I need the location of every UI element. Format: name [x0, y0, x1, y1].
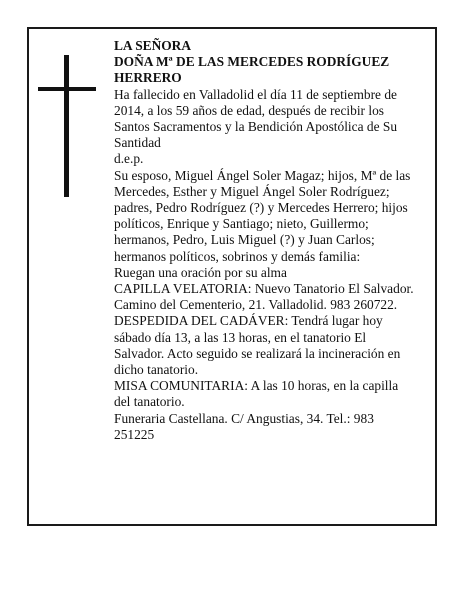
notice-title: LA SEÑORA — [114, 38, 192, 53]
cross-horizontal-bar — [38, 87, 96, 91]
deceased-name: DOÑA Mª DE LAS MERCEDES RODRÍGUEZ HERRERO — [114, 54, 390, 86]
dep-line: d.e.p. — [114, 151, 144, 167]
death-statement: Ha fallecido en Valladolid el día 11 de septiembre de 2014, a los 59 años de edad, después de recibir los Santos Sacramentos y la Bendición Apostólica de Su Santidad — [114, 86, 398, 151]
prayer-request: Ruegan una oración por su alma — [114, 264, 287, 280]
farewell-info: DESPEDIDA DEL CADÁVER: Tendrá lugar hoy sábado día 13, a las 13 horas, en el tanatorio El Salvador. Acto seguido se realizará la incineración en dicho tanatorio. — [114, 313, 401, 378]
obituary-text — [114, 38, 414, 443]
mass-info: MISA COMUNITARIA: A las 10 horas, en la capilla del tanatorio. — [114, 378, 399, 410]
family-list: Su esposo, Miguel Ángel Soler Magaz; hijos, Mª de las Mercedes, Esther y Miguel Ángel Soler Rodríguez; padres, Pedro Rodríguez (?) y Mercedes Herrero; hijos políticos, Enrique y Santiago; nieto, Guillermo; hermanos, Pedro, Luis Miguel (?) y Juan Carlos; hermanos políticos, sobrinos y demás familia: — [114, 167, 411, 264]
chapel-info: CAPILLA VELATORIA: Nuevo Tanatorio El Salvador. Camino del Cementerio, 21. Valladolid. 983 260722. — [114, 281, 414, 313]
funeral-home-info: Funeraria Castellana. C/ Angustias, 34. Tel.: 983 251225 — [114, 410, 374, 442]
cross-vertical-bar — [64, 55, 69, 197]
latin-cross-icon — [38, 55, 96, 197]
